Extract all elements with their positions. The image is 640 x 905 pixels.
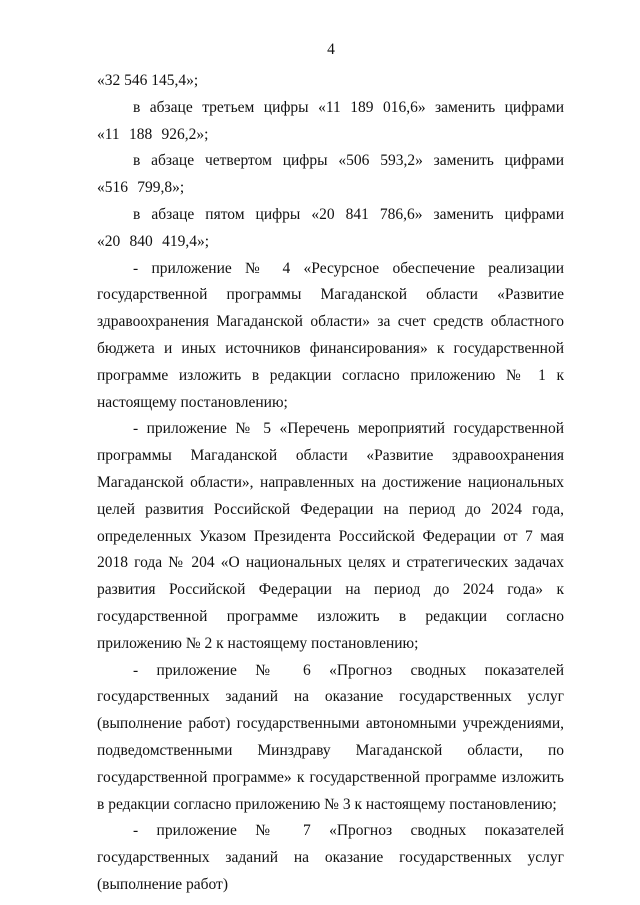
- paragraph-appendix-6: - приложение № 6 «Прогноз сводных показателей государственных заданий на оказание государственных услуг (выполнение работ) государственными автономными учреждениями, подведомственными Минздраву Магаданской области, по государственной программе» к государственной программе изложить в редакции согласно приложению № 3 к настоящему постановлению;: [97, 661, 564, 813]
- paragraph-appendix-7: - приложение № 7 «Прогноз сводных показателей государственных заданий на оказание государственных услуг (выполнение работ): [97, 822, 564, 893]
- paragraph-amendment-fourth: в абзаце четвертом цифры «506 593,2» заменить цифрами «516 799,8»;: [97, 152, 564, 197]
- paragraph-appendix-5: - приложение № 5 «Перечень мероприятий государственной программы Магаданской области «Развитие здравоохранения Магаданской области», направленных на достижение национальных целей развития Российской Федерации на период до 2024 года, определенных Указом Президента Российской Федерации от 7 мая 2018 года № 204 «О национальных целях и стратегических задачах развития Российской Федерации на период до 2024 года» к государственной программе изложить в редакции согласно приложению № 2 к настоящему постановлению;: [97, 420, 564, 652]
- paragraph-amendment-fifth: в абзаце пятом цифры «20 841 786,6» заменить цифрами «20 840 419,4»;: [97, 205, 564, 250]
- page-number: 4: [327, 41, 335, 58]
- paragraph-amendment-third: в абзаце третьем цифры «11 189 016,6» заменить цифрами «11 188 926,2»;: [97, 98, 564, 143]
- paragraph-appendix-4: - приложение № 4 «Ресурсное обеспечение реализации государственной программы Магаданской области «Развитие здравоохранения Магаданской области» за счет средств областного бюджета и иных источников финансирования» к государственной программе изложить в редакции согласно приложению № 1 к настоящему постановлению;: [97, 259, 564, 411]
- paragraph-continuation: «32 546 145,4»;: [97, 72, 199, 89]
- document-body: [97, 68, 564, 899]
